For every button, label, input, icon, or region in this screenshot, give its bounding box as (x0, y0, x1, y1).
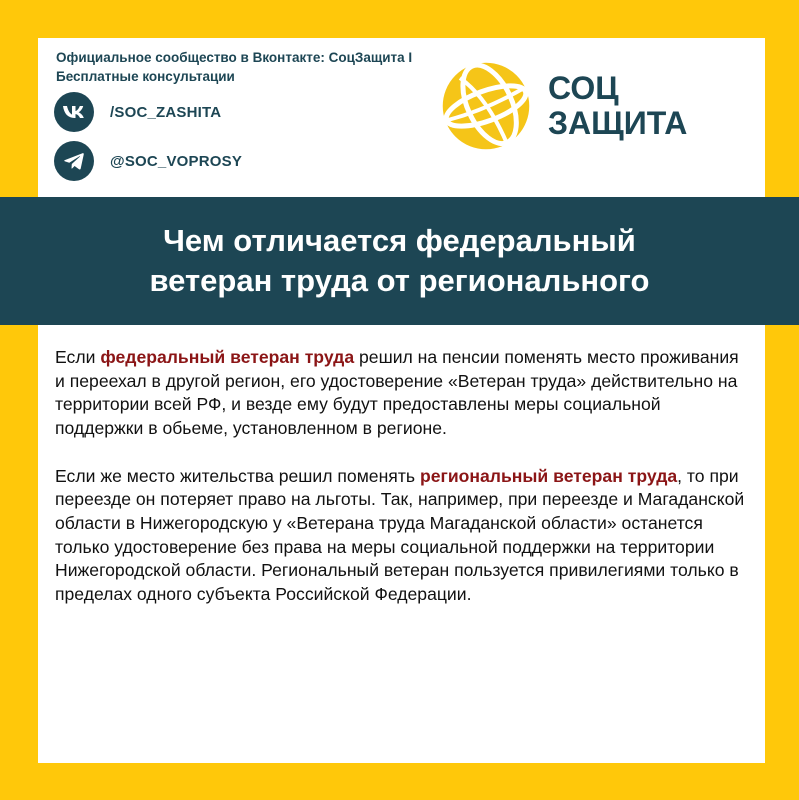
paragraph-1-rest: решил на пенсии поменять место проживания и переехал в другой регион, его удостоверение «Ветеран труда» действительно на территории всей РФ, и везде ему будут предоставлены меры социальной поддержки в обьеме, установленном в регионе. (55, 347, 739, 439)
page-title (150, 221, 650, 301)
paragraph-2-start: Если же место жительства решил поменять (55, 465, 420, 486)
regional-veteran-highlight: региональный ветеран труда (419, 465, 678, 486)
soc-zashita-logo (438, 58, 687, 154)
paragraph-2 (55, 465, 745, 607)
telegram-handle: @SOC_VOPROSY (110, 152, 243, 170)
logo-line2: ЗАЩИТА (548, 105, 688, 141)
community-title: Официальное сообщество в Вконтакте: СоцЗащита I Бесплатные консультации (56, 50, 413, 84)
telegram-link[interactable] (54, 141, 242, 181)
title-line1: Чем отличается федеральный (163, 223, 636, 258)
paragraph-1-start: Если (55, 347, 101, 367)
paragraph-1 (55, 346, 745, 441)
title-line2: ветеран труда от регионального (149, 263, 650, 298)
vk-icon (54, 92, 94, 132)
logo-text (548, 71, 687, 141)
title-banner (0, 197, 799, 325)
article-body (55, 346, 745, 607)
paragraph-2-rest: , то при переезде он потеряет право на льготы. Так, например, при переезде и Магаданской области в Нижегородскую у «Ветерана труда Магаданской области» останется только удостоверение без права на меры социальной поддержки на территории Нижегородской области. Региональный ветеран пользуется привилегиями только в пределах одного субъекта Российской Федерации. (55, 465, 745, 605)
logo-line1: СОЦ (548, 70, 619, 106)
vk-handle: /SOC_ZASHITA (110, 103, 222, 121)
vk-link[interactable] (54, 92, 221, 132)
federal-veteran-highlight: федеральный ветеран труда (100, 347, 355, 367)
telegram-icon (54, 141, 94, 181)
globe-icon (438, 58, 534, 154)
